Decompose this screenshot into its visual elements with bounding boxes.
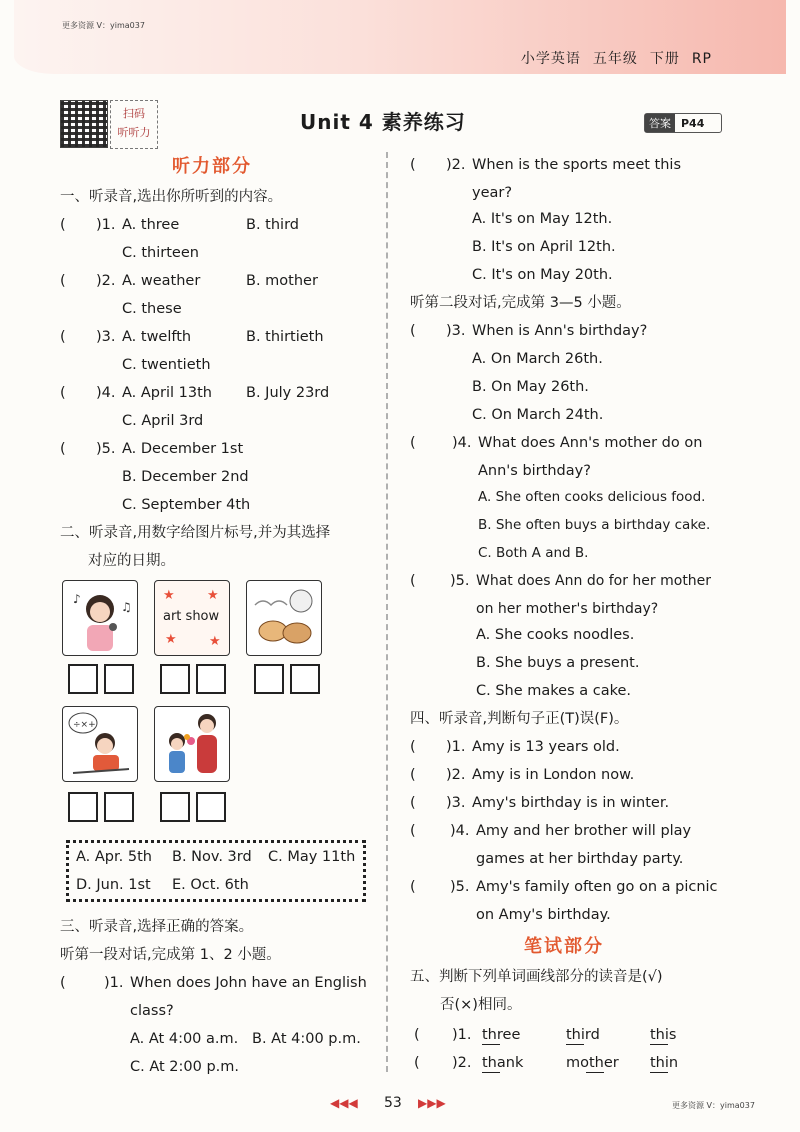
p3-q5-line2: on her mother's birthday? [476, 601, 659, 617]
corner-note-left: 更多资源 V：yima037 [62, 21, 145, 30]
answer-box[interactable] [68, 792, 98, 822]
svg-text:÷×+: ÷×+ [73, 720, 96, 730]
p4-q4-paren: ( [410, 823, 416, 839]
p3-q4-c: C. Both A and B. [478, 545, 589, 561]
answer-box[interactable] [290, 664, 320, 694]
p4-q2-num: )2. [446, 767, 466, 783]
p4-q4-line1: Amy and her brother will play [476, 823, 692, 839]
answer-box[interactable] [254, 664, 284, 694]
p4-q5-paren: ( [410, 879, 416, 895]
flowers-for-mother-icon [155, 707, 229, 781]
p1-q3-paren: ( [60, 329, 66, 345]
series-volume: 下册 [649, 51, 680, 67]
p3-q5-num: )5. [450, 573, 470, 589]
part1-heading: 一、听录音,选出你所听到的内容。 [60, 189, 283, 205]
p1-q1-c: C. thirteen [122, 245, 199, 261]
p5-q2-word1: thank [482, 1055, 524, 1071]
series-grade: 五年级 [592, 51, 638, 67]
p5-q2-word3: thin [650, 1055, 679, 1071]
p3-q3-paren: ( [410, 323, 416, 339]
answer-box[interactable] [160, 664, 190, 694]
p3-q1-b: B. At 4:00 p.m. [252, 1031, 361, 1047]
svg-text:★: ★ [165, 632, 177, 647]
picture-mooncakes [246, 580, 322, 656]
p1-q2-b: B. mother [246, 273, 318, 289]
svg-text:♪: ♪ [73, 592, 81, 606]
p3-q4-b: B. She often buys a birthday cake. [478, 517, 711, 533]
qr-tag [110, 100, 158, 149]
p1-q2-a: A. weather [122, 273, 201, 289]
p5-q2-num: )2. [452, 1055, 472, 1071]
p1-q1-a: A. three [122, 217, 180, 233]
underline-mark [650, 1044, 668, 1045]
p3-q4-a: A. She often cooks delicious food. [478, 489, 706, 505]
column-divider [386, 152, 388, 1072]
p4-q2-text: Amy is in London now. [472, 767, 635, 783]
p4-q3-num: )3. [446, 795, 466, 811]
p1-q4-num: )4. [96, 385, 116, 401]
part3-heading: 三、听录音,选择正确的答案。 [60, 919, 254, 935]
p3-q2-line1: When is the sports meet this [472, 157, 682, 173]
svg-text:★: ★ [207, 588, 219, 603]
underline-mark [566, 1044, 584, 1045]
qr-tag-line1: 扫码 [123, 107, 145, 120]
p5-q1-word1: three [482, 1027, 521, 1043]
p3-q3-c: C. On March 24th. [472, 407, 604, 423]
answer-box[interactable] [68, 664, 98, 694]
written-heading: 笔试部分 [524, 936, 604, 957]
mooncake-icon [247, 581, 321, 655]
answer-box[interactable] [104, 792, 134, 822]
p4-q5-line2: on Amy's birthday. [476, 907, 611, 923]
p1-q1-num: )1. [96, 217, 116, 233]
p3-q3-b: B. On May 26th. [472, 379, 589, 395]
p3-q1-line1: When does John have an English [130, 975, 367, 991]
p3-q2-a: A. It's on May 12th. [472, 211, 613, 227]
part3-sub1: 听第一段对话,完成第 1、2 小题。 [60, 947, 281, 963]
p3-q1-c: C. At 2:00 p.m. [130, 1059, 240, 1075]
p1-q5-c: C. September 4th [122, 497, 251, 513]
p1-q3-a: A. twelfth [122, 329, 192, 345]
p4-q4-num: )4. [450, 823, 470, 839]
p3-q4-line2: Ann's birthday? [478, 463, 591, 479]
part2-heading-line2: 对应的日期。 [88, 553, 175, 569]
p1-q5-num: )5. [96, 441, 116, 457]
p3-q5-paren: ( [410, 573, 416, 589]
p3-q5-c: C. She makes a cake. [476, 683, 632, 699]
p1-q5-b: B. December 2nd [122, 469, 249, 485]
p3-q4-num: )4. [452, 435, 472, 451]
series-label [509, 48, 712, 68]
picture-boy-studying [62, 706, 138, 782]
date-option-a: A. Apr. 5th [76, 849, 152, 865]
part5-heading-line2: 否(×)相同。 [440, 997, 522, 1013]
underline-mark [482, 1072, 500, 1073]
corner-note-right: 更多资源 V：yima037 [672, 1101, 755, 1110]
qr-code[interactable] [60, 100, 108, 148]
underline-mark [650, 1072, 668, 1073]
p4-q3-paren: ( [410, 795, 416, 811]
part2-heading-line1: 二、听录音,用数字给图片标号,并为其选择 [60, 525, 331, 541]
p1-q5-a: A. December 1st [122, 441, 244, 457]
p1-q2-c: C. these [122, 301, 182, 317]
p4-q3-text: Amy's birthday is in winter. [472, 795, 670, 811]
svg-text:★: ★ [163, 588, 175, 603]
boy-studying-icon [63, 707, 137, 781]
p5-q2-paren: ( [414, 1055, 420, 1071]
p1-q2-paren: ( [60, 273, 66, 289]
p4-q2-paren: ( [410, 767, 416, 783]
date-option-b: B. Nov. 3rd [172, 849, 252, 865]
series-subject: 小学英语 [520, 51, 581, 67]
p1-q5-paren: ( [60, 441, 66, 457]
part3-sub2: 听第二段对话,完成第 3—5 小题。 [410, 295, 631, 311]
p4-q4-line2: games at her birthday party. [476, 851, 684, 867]
p4-q1-paren: ( [410, 739, 416, 755]
p1-q4-a: A. April 13th [122, 385, 212, 401]
picture-flowers-for-mother [154, 706, 230, 782]
part4-heading: 四、听录音,判断句子正(T)误(F)。 [410, 711, 629, 727]
p3-q4-paren: ( [410, 435, 416, 451]
p4-q5-line1: Amy's family often go on a picnic [476, 879, 718, 895]
p3-q5-line1: What does Ann do for her mother [476, 573, 712, 589]
qr-tag-line2: 听听力 [117, 126, 151, 139]
p3-q1-line2: class? [130, 1003, 174, 1019]
answer-box[interactable] [196, 792, 226, 822]
svg-text:♫: ♫ [121, 600, 132, 614]
p1-q2-num: )2. [96, 273, 116, 289]
prev-page-arrows[interactable]: ◀◀◀ [330, 1096, 358, 1110]
p1-q4-paren: ( [60, 385, 66, 401]
picture-girl-singing [62, 580, 138, 656]
p3-q3-num: )3. [446, 323, 466, 339]
p3-q5-b: B. She buys a present. [476, 655, 640, 671]
listening-heading: 听力部分 [172, 156, 252, 177]
p3-q4-line1: What does Ann's mother do on [478, 435, 703, 451]
svg-text:★: ★ [209, 634, 221, 649]
date-option-c: C. May 11th [268, 849, 356, 865]
p1-q1-b: B. third [246, 217, 299, 233]
p5-q1-word2: third [566, 1027, 600, 1043]
p5-q1-paren: ( [414, 1027, 420, 1043]
answer-ref-badge [644, 113, 722, 133]
answer-page: P44 [681, 116, 705, 130]
p1-q3-c: C. twentieth [122, 357, 211, 373]
p3-q3-text: When is Ann's birthday? [472, 323, 648, 339]
p1-q1-paren: ( [60, 217, 66, 233]
p4-q5-num: )5. [450, 879, 470, 895]
p5-q1-word3: this [650, 1027, 677, 1043]
answer-box[interactable] [104, 664, 134, 694]
page-title: Unit 4 素养练习 [300, 110, 466, 134]
answer-box[interactable] [196, 664, 226, 694]
picture-art-show [154, 580, 230, 656]
p1-q3-num: )3. [96, 329, 116, 345]
p3-q1-num: )1. [104, 975, 124, 991]
girl-singing-icon [63, 581, 137, 655]
p1-q4-c: C. April 3rd [122, 413, 204, 429]
page-number: 53 [384, 1095, 402, 1111]
underline-mark [482, 1044, 500, 1045]
p4-q1-num: )1. [446, 739, 466, 755]
p3-q2-paren: ( [410, 157, 416, 173]
date-option-e: E. Oct. 6th [172, 877, 249, 893]
date-option-d: D. Jun. 1st [76, 877, 151, 893]
p3-q2-b: B. It's on April 12th. [472, 239, 616, 255]
next-page-arrows[interactable]: ▶▶▶ [418, 1096, 446, 1110]
p5-q1-num: )1. [452, 1027, 472, 1043]
p5-q2-word2: mother [566, 1055, 619, 1071]
part5-heading-line1: 五、判断下列单词画线部分的读音是(√) [410, 969, 663, 985]
underline-mark [586, 1072, 604, 1073]
p3-q1-a: A. At 4:00 a.m. [130, 1031, 239, 1047]
art-show-label: art show [163, 609, 220, 624]
p3-q2-line2: year? [472, 185, 513, 201]
p3-q2-num: )2. [446, 157, 466, 173]
p1-q4-b: B. July 23rd [246, 385, 330, 401]
answer-box[interactable] [160, 792, 190, 822]
p1-q3-b: B. thirtieth [246, 329, 324, 345]
p3-q5-a: A. She cooks noodles. [476, 627, 635, 643]
series-edition: RP [691, 51, 712, 67]
p3-q3-a: A. On March 26th. [472, 351, 603, 367]
p3-q1-paren: ( [60, 975, 66, 991]
p4-q1-text: Amy is 13 years old. [472, 739, 620, 755]
p3-q2-c: C. It's on May 20th. [472, 267, 613, 283]
answer-label: 答案 [645, 114, 675, 132]
